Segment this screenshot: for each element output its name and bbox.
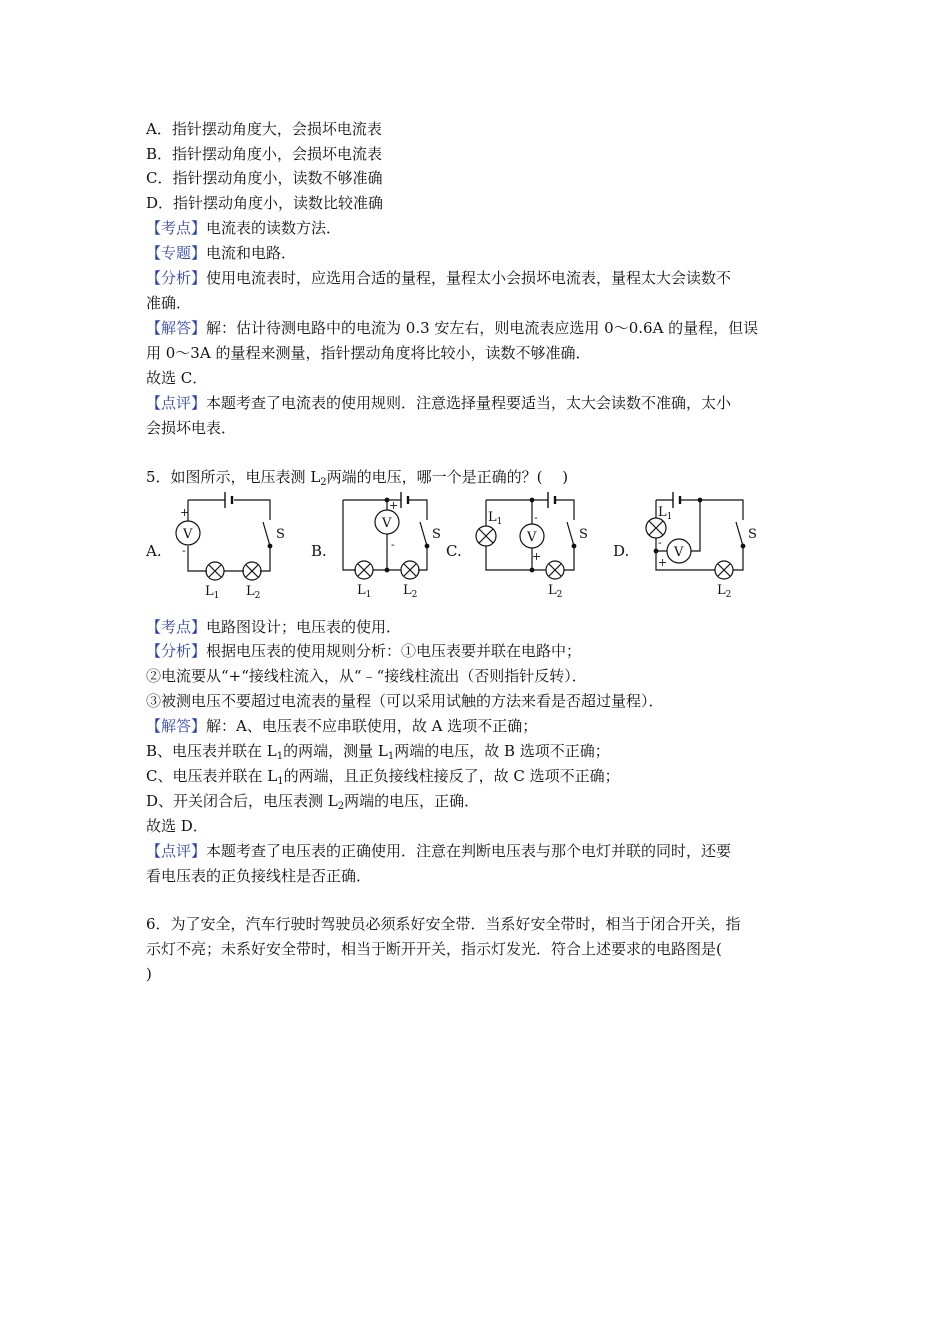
- dianping-text: 本题考查了电流表的使用规则．注意选择量程要适当，太大会读数不准确，太小: [206, 394, 732, 412]
- voltmeter-v: V: [674, 545, 684, 560]
- jieda-b-a: B、电压表并联在 L: [146, 742, 277, 760]
- lamp-l2: $L_2$: [246, 584, 261, 600]
- lamp-l2: $L_2$: [717, 583, 732, 600]
- q6-stem-3: ): [146, 965, 152, 983]
- q4-kaodian: [146, 218, 341, 238]
- kaodian-tag: 【考点】: [146, 618, 207, 636]
- q5-answer: 故选 D．: [146, 817, 208, 835]
- q4-jieda: [146, 318, 758, 338]
- zhuanti-text: 电流和电路．: [206, 244, 297, 262]
- fenxi-tag: 【分析】: [146, 269, 207, 287]
- q4-option-b: B．指针摆动角度小，会损坏电流表: [146, 145, 383, 163]
- circuit-diagram-a: [170, 488, 300, 600]
- q5-jieda: [146, 716, 537, 736]
- q5-stem: [146, 467, 568, 487]
- q4-dianping: [146, 393, 731, 413]
- switch-s: S: [432, 527, 441, 542]
- plus-sign: +: [389, 499, 399, 512]
- jieda-d-a: D、开关闭合后，电压表测 L: [146, 792, 338, 810]
- kaodian-text: 电流表的读数方法．: [206, 219, 342, 237]
- jieda-d-b: 两端的电压，正确．: [344, 792, 480, 810]
- dianping-text: 本题考查了电压表的正确使用．注意在判断电压表与那个电灯并联的同时，还要: [206, 842, 732, 860]
- plus-sign: +: [658, 556, 668, 569]
- q4-zhuanti: [146, 243, 296, 263]
- q4-option-d: D．指针摆动角度小，读数比较准确: [146, 194, 384, 212]
- switch-s: S: [748, 527, 757, 542]
- jieda-c-a: C、电压表并联在 L: [146, 767, 278, 785]
- q5-dianping: [146, 841, 731, 861]
- dianping-tag: 【点评】: [146, 842, 207, 860]
- jieda-text: 解：估计待测电路中的电流为 0.3 安左右，则电流表应选用 0～0.6A 的量程，但误: [206, 319, 759, 337]
- jieda-b-sub1: 1: [276, 751, 284, 762]
- kaodian-tag: 【考点】: [146, 219, 207, 237]
- circuit-diagram-c: [472, 488, 592, 600]
- switch-s: S: [276, 527, 285, 542]
- q6-stem-2: 示灯不亮；未系好安全带时，相当于断开开关，指示灯发光．符合上述要求的电路图是(: [146, 940, 722, 958]
- plus-sign: +: [532, 550, 542, 563]
- q5-stem-a: 5．如图所示，电压表测 L: [146, 468, 321, 486]
- jieda-c-sub: 1: [277, 776, 284, 787]
- fenxi-text: 使用电流表时，应选用合适的量程，量程太小会损坏电流表，量程太大会读数不: [206, 269, 732, 287]
- zhuanti-tag: 【专题】: [146, 244, 207, 262]
- jieda-b-b: 的两端，测量 L: [283, 742, 388, 760]
- lamp-l2: $L_2$: [548, 583, 563, 600]
- fenxi-text: 根据电压表的使用规则分析：①电压表要并联在电路中；: [206, 642, 582, 660]
- jieda-c-b: 的两端，且正负接线柱接反了，故 C 选项不正确；: [283, 767, 620, 785]
- q5-kaodian: [146, 617, 401, 637]
- q5-fenxi-2: ②电流要从“+“接线柱流入，从“﹣“接线柱流出（否则指针反转）．: [146, 667, 587, 685]
- circuit-label-b: B.: [311, 542, 327, 560]
- q4-option-c: C．指针摆动角度小，读数不够准确: [146, 169, 383, 187]
- voltmeter-v: V: [382, 516, 392, 531]
- minus-sign: -: [534, 511, 538, 524]
- jieda-d-sub: 2: [337, 801, 345, 812]
- q5-jieda-d: [146, 791, 479, 811]
- lamp-l2: $L_2$: [403, 583, 418, 600]
- q5-stem-b: 两端的电压，哪一个是正确的？( ): [326, 468, 569, 486]
- q4-answer: 故选 C．: [146, 369, 208, 387]
- jieda-tag: 【解答】: [146, 717, 207, 735]
- minus-sign: -: [182, 544, 186, 557]
- dianping-tag: 【点评】: [146, 394, 207, 412]
- q5-fenxi: [146, 641, 581, 661]
- circuit-label-d: D.: [613, 542, 630, 560]
- circuit-diagram-b: [335, 488, 445, 600]
- switch-s: S: [579, 527, 588, 542]
- q5-fenxi-3: ③被测电压不要超过电流表的量程（可以采用试触的方法来看是否超过量程）．: [146, 692, 664, 710]
- circuit-label-a: A.: [146, 542, 162, 560]
- q5-jieda-c: [146, 766, 620, 786]
- q4-option-a: A．指针摆动角度大，会损坏电流表: [146, 120, 382, 138]
- circuit-diagram-d: [638, 488, 763, 600]
- voltmeter-v: V: [183, 527, 193, 542]
- q6-stem-1: 6．为了安全，汽车行驶时驾驶员必须系好安全带．当系好安全带时，相当于闭合开关，指: [146, 915, 741, 933]
- plus-sign: +: [180, 506, 190, 519]
- q5-jieda-b: [146, 741, 610, 761]
- q4-fenxi: [146, 268, 731, 288]
- q4-jieda-cont: 用 0～3A 的量程来测量，指针摆动角度将比较小，读数不够准确．: [146, 344, 591, 362]
- lamp-l1: $L_1$: [658, 505, 673, 522]
- fenxi-tag: 【分析】: [146, 642, 207, 660]
- lamp-l1: $L_1$: [357, 583, 372, 600]
- q4-dianping-cont: 会损坏电表．: [146, 419, 237, 437]
- minus-sign: -: [658, 536, 662, 549]
- kaodian-text: 电路图设计；电压表的使用．: [206, 618, 402, 636]
- q5-dianping-cont: 看电压表的正负接线柱是否正确．: [146, 867, 372, 885]
- voltmeter-v: V: [527, 530, 537, 545]
- jieda-tag: 【解答】: [146, 319, 207, 337]
- q4-fenxi-cont: 准确．: [146, 294, 192, 312]
- lamp-l1: $L_1$: [488, 510, 503, 527]
- jieda-text: 解：A、电压表不应串联使用，故 A 选项不正确；: [206, 717, 538, 735]
- circuit-label-c: C.: [446, 542, 462, 560]
- minus-sign: -: [391, 538, 395, 551]
- jieda-b-sub2: 1: [387, 751, 395, 762]
- jieda-b-c: 两端的电压，故 B 选项不正确；: [394, 742, 610, 760]
- q5-stem-sub: 2: [320, 477, 327, 488]
- lamp-l1: $L_1$: [205, 584, 220, 600]
